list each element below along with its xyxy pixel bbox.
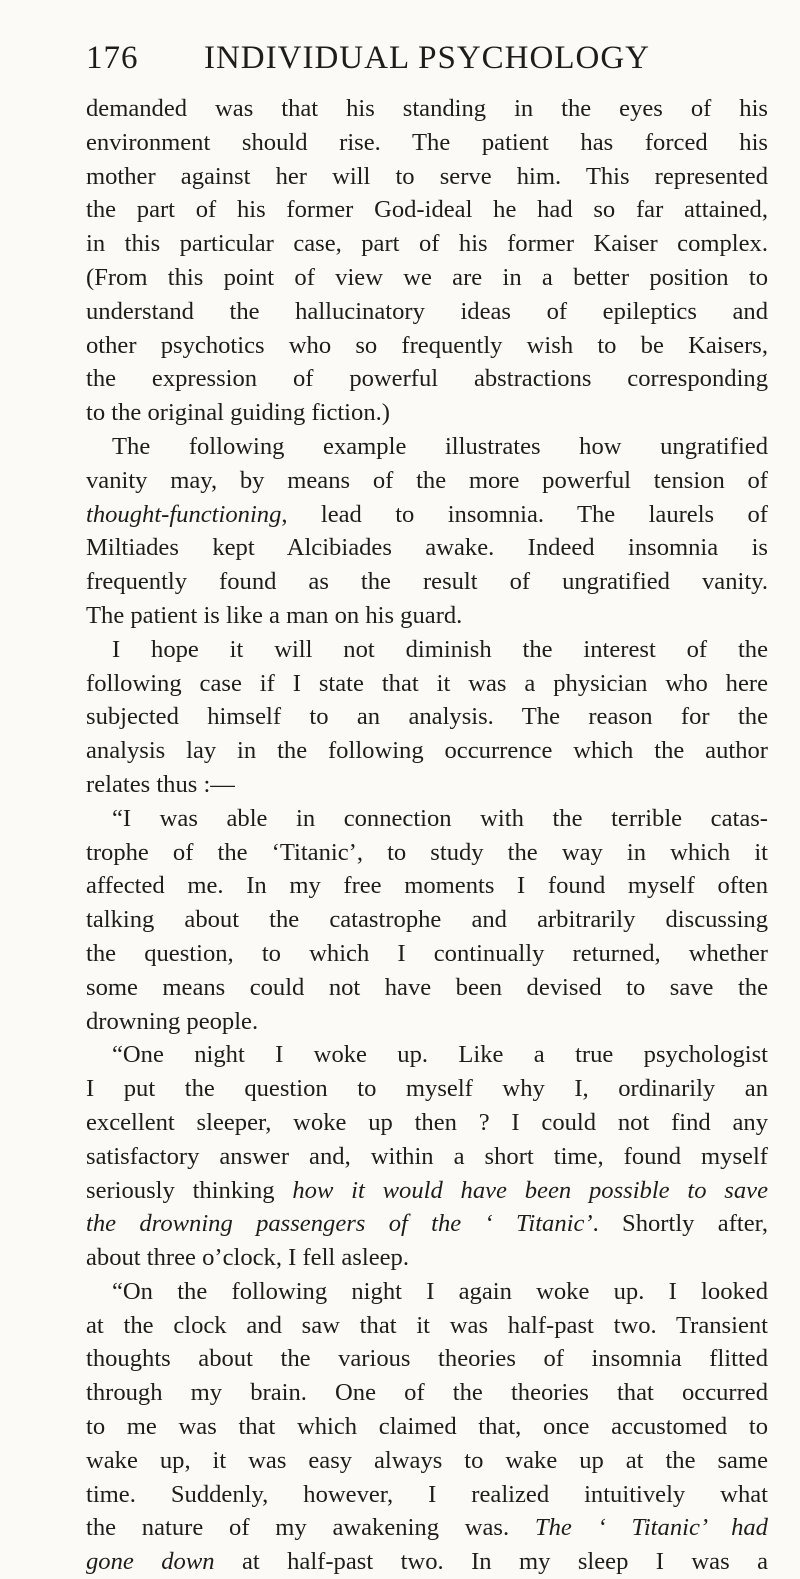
italic-span: how it would have been possible to save [292, 1176, 768, 1204]
text-line: “On the following night I again woke up. I looked [112, 1277, 768, 1305]
italic-span: The ‘ Titanic’ had [534, 1514, 768, 1542]
text-line: the question, to which I continually returned, whether [86, 939, 768, 967]
italic-span: gone down [86, 1548, 215, 1576]
text-line: in this particular case, part of his former Kaiser complex. [86, 230, 768, 258]
page-header [86, 40, 768, 88]
text-line: to the original guiding fiction.) [86, 399, 390, 427]
text-line: vanity may, by means of the more powerful tension of [86, 466, 768, 494]
text-line: demanded was that his standing in the eyes of his [86, 95, 768, 122]
body-text [86, 92, 768, 1579]
text-line: wake up, it was easy always to wake up at the same [86, 1446, 768, 1474]
text-line: the drowning passengers of the ‘ Titanic’. Shortly after, [86, 1210, 768, 1238]
text-line: seriously thinking how it would have been possible to save [86, 1176, 768, 1204]
text-line: the part of his former God-ideal he had so far attained, [86, 196, 768, 224]
running-head: INDIVIDUAL PSYCHOLOGY [203, 40, 650, 76]
text-line: The patient is like a man on his guard. [86, 601, 463, 629]
text-line: gone down at half-past two. In my sleep I was a [86, 1548, 768, 1576]
text-line: satisfactory answer and, within a short time, found myself [86, 1142, 768, 1170]
text-line: “One night I woke up. Like a true psychologist [112, 1041, 768, 1069]
text-line: environment should rise. The patient has forced his [86, 128, 768, 156]
italic-span: thought-functioning [86, 500, 282, 528]
italic-span: the drowning passengers of the ‘ Titanic’ [86, 1210, 593, 1238]
text-line: mother against her will to serve him. This represented [86, 162, 768, 190]
text-line: thoughts about the various theories of insomnia flitted [86, 1345, 768, 1373]
text-line: the nature of my awakening was. The ‘ Titanic’ had [86, 1514, 768, 1542]
text-line: talking about the catastrophe and arbitrarily discussing [86, 906, 768, 934]
page-number: 176 [86, 40, 139, 76]
text-line: at the clock and saw that it was half-past two. Transient [86, 1311, 768, 1339]
text-line: (From this point of view we are in a better position to [86, 263, 768, 291]
text-line: to me was that which claimed that, once accustomed to [86, 1413, 768, 1441]
text-line: Miltiades kept Alcibiades awake. Indeed insomnia is [86, 534, 768, 562]
text-line: “I was able in connection with the terrible catas- [112, 804, 768, 832]
text-line: about three o’clock, I fell asleep. [86, 1244, 409, 1272]
text-line: affected me. In my free moments I found myself often [86, 872, 768, 900]
text-line: other psychotics who so frequently wish to be Kaisers, [86, 331, 768, 359]
text-line: understand the hallucinatory ideas of epileptics and [86, 297, 768, 325]
text-line: some means could not have been devised to save the [86, 973, 768, 1001]
text-line: thought-functioning, lead to insomnia. The laurels of [86, 500, 768, 528]
text-line: the expression of powerful abstractions corresponding [86, 365, 768, 393]
text-line: time. Suddenly, however, I realized intuitively what [86, 1480, 768, 1508]
text-line: analysis lay in the following occurrence which the author [86, 737, 768, 765]
text-line: trophe of the ‘Titanic’, to study the way in which it [86, 838, 768, 866]
text-line: I put the question to myself why I, ordinarily an [86, 1075, 768, 1103]
text-line: subjected himself to an analysis. The reason for the [86, 703, 768, 731]
text-line: I hope it will not diminish the interest of the [112, 635, 768, 663]
text-line: frequently found as the result of ungratified vanity. [86, 568, 768, 596]
text-line: drowning people. [86, 1007, 259, 1035]
text-line: through my brain. One of the theories that occurred [86, 1379, 768, 1407]
text-line: The following example illustrates how ungratified [112, 432, 768, 460]
text-line: excellent sleeper, woke up then ? I could not find any [86, 1108, 768, 1136]
text-line: following case if I state that it was a physician who here [86, 669, 768, 697]
text-line: relates thus :— [86, 770, 235, 798]
